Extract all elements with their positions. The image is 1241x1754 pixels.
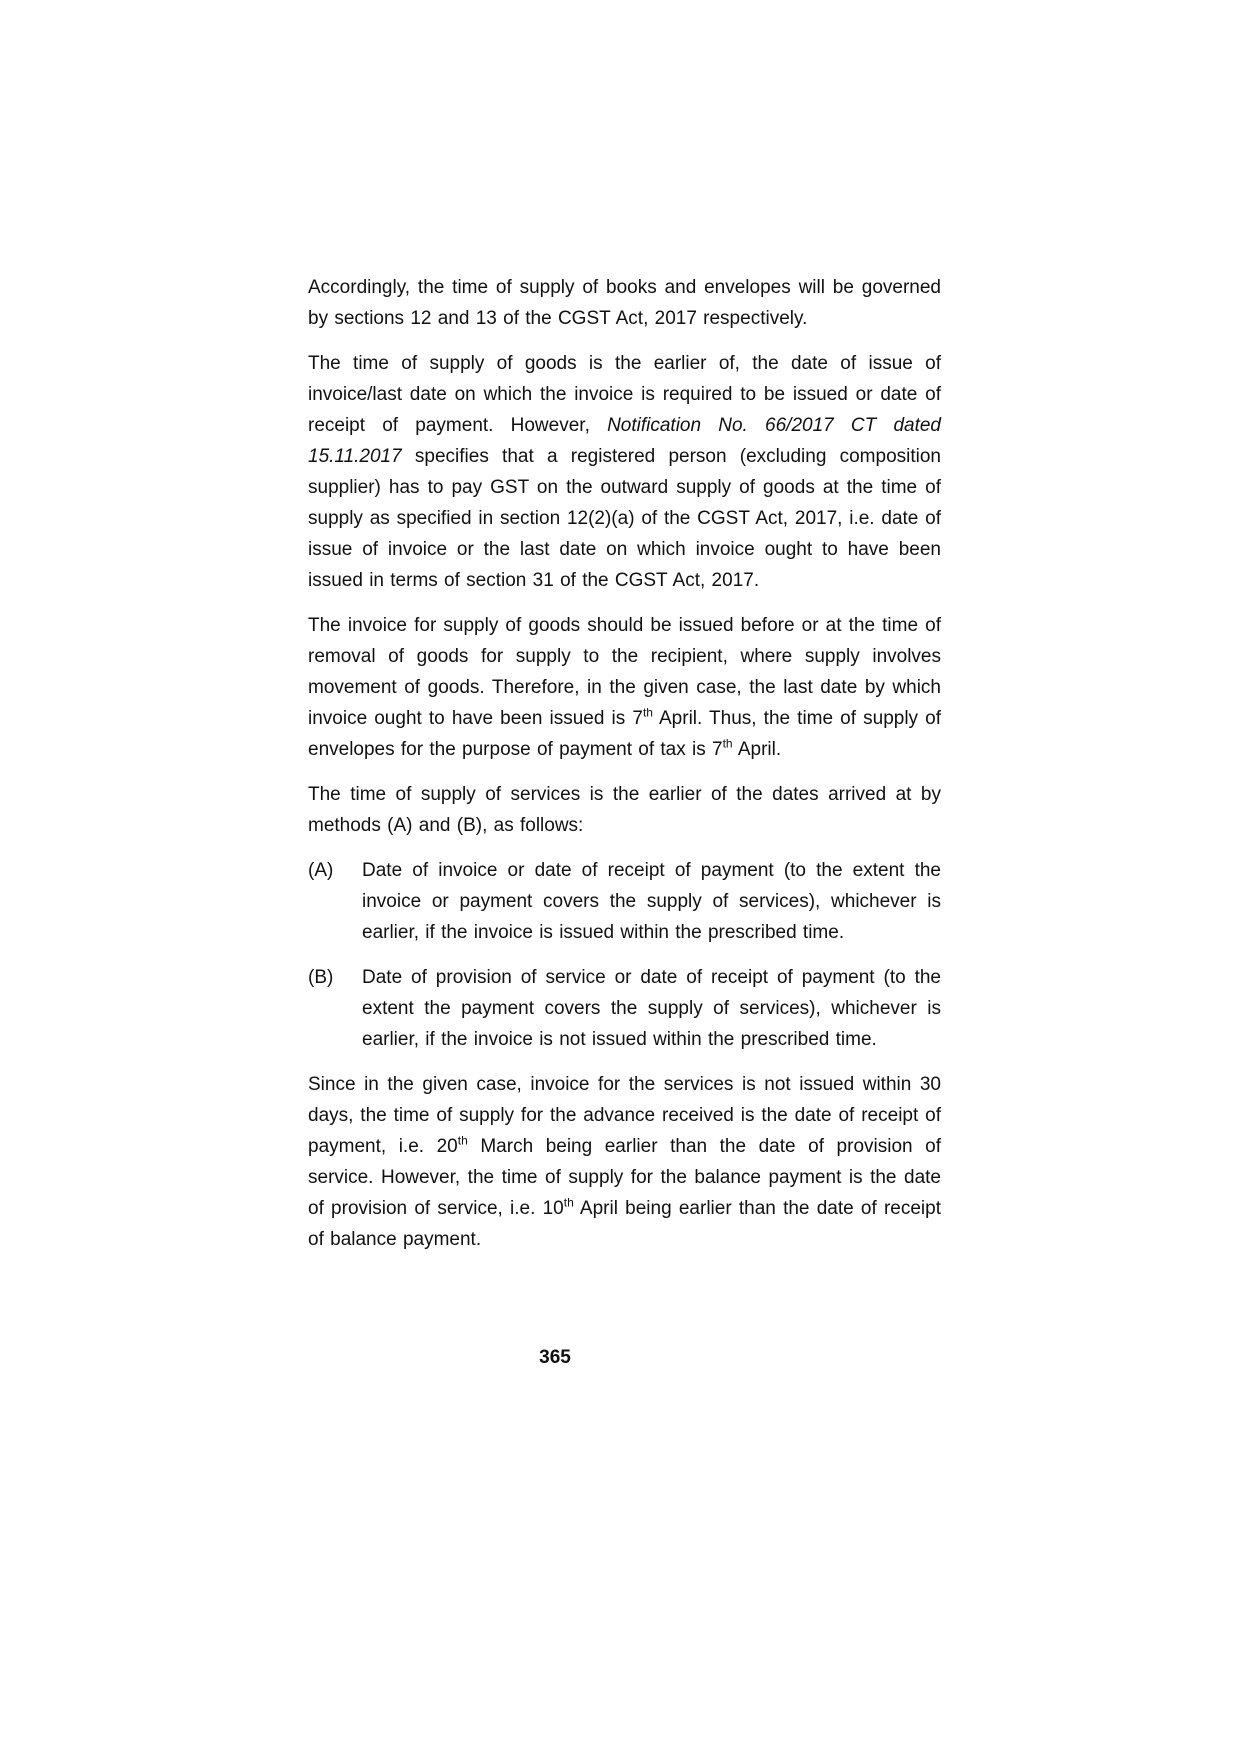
text-run: Date of provision of service or date of receipt of payment (to the extent the payment covers the supply of services), whichever is earlier, if the invoice is not issued within the prescribed time. — [362, 967, 941, 1050]
text-run: The invoice for supply of goods should be issued before or at the time of removal of goods for supply to the recipient, where supply involves movement of goods. Therefore, in the given case, the last date by which invoice ought to have been issued is 7 — [308, 615, 941, 729]
text-run: March being earlier than the date of provision of service. However, the time of supply for the balance payment is the date of provision of service, i.e. 10 — [308, 1136, 941, 1219]
text-run: The time of supply of services is the earlier of the dates arrived at by methods (A) and (B), as follows: — [308, 784, 941, 836]
page-number: 365 — [539, 1347, 571, 1368]
text-run: April being earlier than the date of receipt of balance payment. — [308, 1198, 941, 1250]
superscript-text: th — [642, 705, 653, 720]
list-item-text — [362, 962, 941, 1055]
text-run: specifies that a registered person (excluding composition supplier) has to pay GST on the outward supply of goods at the time of supply as specified in section 12(2)(a) of the CGST Act, 2017, i.e. date of issue of invoice or the last date on which invoice ought to have been issued in terms of section 31 of the CGST Act, 2017. — [308, 446, 941, 591]
italic-text: Notification No. 66/2017 CT dated 15.11.2017 — [308, 415, 941, 467]
paragraph — [308, 348, 941, 596]
text-run: The time of supply of goods is the earlier of, the date of issue of invoice/last date on which the invoice is required to be issued or date of receipt of payment. However, — [308, 353, 941, 436]
superscript-text: th — [563, 1195, 574, 1210]
paragraph — [308, 1069, 941, 1255]
text-run: Accordingly, the time of supply of books and envelopes will be governed by sections 12 and 13 of the CGST Act, 2017 respectively. — [308, 277, 941, 329]
list-item — [308, 855, 941, 948]
list-item-text — [362, 855, 941, 948]
paragraph — [308, 779, 941, 841]
list-item — [308, 962, 941, 1055]
text-run: April. Thus, the time of supply of envelopes for the purpose of payment of tax is 7 — [308, 708, 941, 760]
text-block — [308, 272, 941, 1269]
superscript-text: th — [722, 736, 733, 751]
text-run: Date of invoice or date of receipt of payment (to the extent the invoice or payment covers the supply of services), whichever is earlier, if the invoice is issued within the prescribed time. — [362, 860, 941, 943]
paragraph — [308, 272, 941, 334]
paragraph — [308, 610, 941, 765]
list-marker: (B) — [308, 967, 334, 988]
text-run: April. — [732, 739, 782, 760]
list-marker: (A) — [308, 860, 334, 881]
text-run: Since in the given case, invoice for the services is not issued within 30 days, the time of supply for the advance received is the date of receipt of payment, i.e. 20 — [308, 1074, 941, 1157]
superscript-text: th — [457, 1133, 468, 1148]
